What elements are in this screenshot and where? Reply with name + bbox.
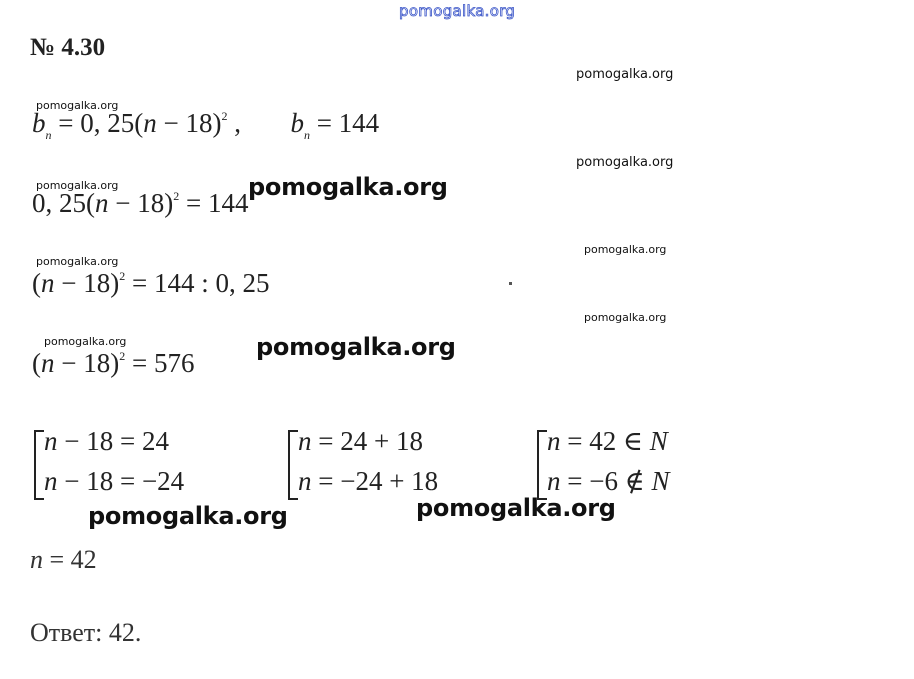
stray-dot [509,282,512,285]
exponent: 2 [119,349,126,363]
expr: − 18 = −24 [57,466,185,496]
expr: − 18) [54,268,120,298]
expr: − 18) [156,108,222,138]
step-3-equation [32,268,269,299]
expr: 0, 25( [32,188,95,218]
value: = 144 [309,108,380,138]
expr: − 18 = 24 [57,426,169,456]
given-equation [32,108,379,143]
var-n: n [41,348,55,378]
system-2-line-2 [298,466,438,497]
expr: = −24 + 18 [311,466,439,496]
system-bracket [34,430,44,500]
watermark: pomogalka.org [36,99,119,112]
system-3-line-1 [547,426,668,457]
var-b: b [290,108,304,138]
system-bracket [537,430,547,500]
var-n: n [95,188,109,218]
expr: = −6 ∉ [560,466,652,496]
watermark: pomogalka.org [584,311,667,324]
system-bracket [288,430,298,500]
watermark: pomogalka.org [576,155,674,170]
answer: Ответ: 42. [30,618,142,647]
set-n: N [649,426,668,456]
expr: ( [32,348,41,378]
watermark: pomogalka.org [36,255,119,268]
expr: = 24 + 18 [311,426,423,456]
step-4-equation [32,348,194,379]
watermark-large: pomogalka.org [256,333,456,361]
var-n: n [143,108,157,138]
watermark: pomogalka.org [584,243,667,256]
watermark-large: pomogalka.org [248,173,448,201]
expr: = 144 : 0, 25 [125,268,270,298]
problem-number: № 4.30 [30,34,106,61]
var-n: n [298,466,312,496]
watermark-large: pomogalka.org [416,494,616,522]
var-n: n [44,426,58,456]
expr: = 42 ∈ [560,426,650,456]
sub-n: n [45,128,52,142]
var-n: n [30,545,43,574]
system-3-line-2 [547,466,669,497]
expr: − 18) [54,348,120,378]
system-1-line-1 [44,426,169,457]
var-n: n [41,268,55,298]
exponent: 2 [221,109,228,123]
exponent: 2 [119,269,126,283]
watermark-large: pomogalka.org [88,502,288,530]
watermark: pomogalka.org [44,335,127,348]
expr: = 0, 25( [51,108,144,138]
sub-n: n [303,128,310,142]
exponent: 2 [173,189,180,203]
watermark: pomogalka.org [576,67,674,82]
var-b: b [32,108,46,138]
var-n: n [547,466,561,496]
var-n: n [298,426,312,456]
expr: ( [32,268,41,298]
watermark: pomogalka.org [36,179,119,192]
expr: − 18) [108,188,174,218]
var-n: n [44,466,58,496]
expr: = 144 [179,188,249,218]
result-line [30,545,97,575]
var-n: n [547,426,561,456]
set-n: N [651,466,670,496]
system-2-line-1 [298,426,423,457]
expr: = 576 [125,348,195,378]
expr: = 42 [43,545,97,574]
comma: , [227,108,241,138]
system-1-line-2 [44,466,184,497]
step-2-equation [32,188,248,219]
top-watermark: pomogalka.org [399,2,516,20]
